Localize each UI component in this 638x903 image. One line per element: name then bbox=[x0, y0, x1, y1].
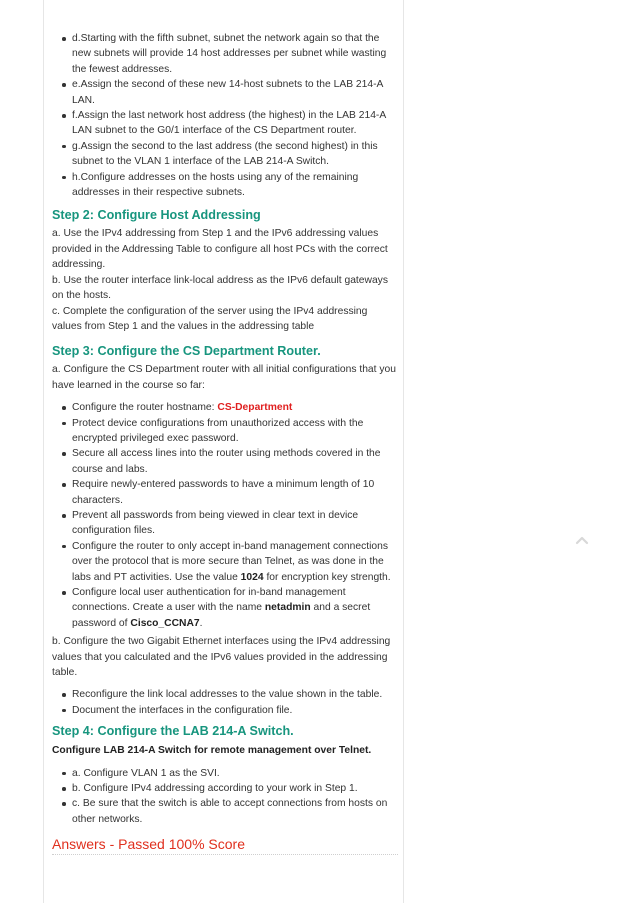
step2-heading: Step 2: Configure Host Addressing bbox=[52, 208, 261, 223]
list-item: d.Starting with the fifth subnet, subnet the network again so that the new subnets will provide 14 host addresses per subnet while wasting the fewest addresses. bbox=[72, 31, 398, 77]
item7-prefix: Configure local user authentication for in-band management connections. Create a user with the name bbox=[72, 587, 346, 614]
article-column bbox=[43, 0, 404, 903]
list-item: c. Be sure that the switch is able to accept connections from hosts on other networks. bbox=[72, 796, 398, 827]
list-item: b. Configure IPv4 addressing according to your work in Step 1. bbox=[72, 781, 398, 796]
key-strength-value: 1024 bbox=[240, 571, 264, 583]
item7-end: . bbox=[199, 617, 203, 629]
list-item: h.Configure addresses on the hosts using any of the remaining addresses in their respective subnets. bbox=[72, 170, 398, 201]
list-item: Document the interfaces in the configuration file. bbox=[72, 703, 398, 718]
step1-list bbox=[52, 0, 398, 200]
item6-prefix: Configure the router to only accept in-band management connections over the protocol that is more secure than Telnet, as was done in the labs and PT activities. Use the value bbox=[72, 540, 388, 583]
list-item: Prevent all passwords from being viewed in clear text in device configuration files. bbox=[72, 508, 398, 539]
item6-suffix: for encryption key strength. bbox=[263, 571, 391, 583]
list-item bbox=[72, 539, 398, 585]
step2-para-a: a. Use the IPv4 addressing from Step 1 and the IPv6 addressing values provided in the Addressing Table to configure all host PCs with the correct addressing. bbox=[52, 228, 388, 271]
chevron-up-icon[interactable] bbox=[575, 535, 589, 545]
list-item: f.Assign the last network host address (the highest) in the LAB 214-A LAN subnet to the G0/1 interface of the CS Department router. bbox=[72, 108, 398, 139]
item7-mid: and a secret password of bbox=[72, 602, 371, 629]
password-value: Cisco_CCNA7 bbox=[130, 617, 200, 629]
step3-heading: Step 3: Configure the CS Department Router. bbox=[52, 344, 321, 359]
list-item: a. Configure VLAN 1 as the SVI. bbox=[72, 766, 398, 781]
step3-para-b: b. Configure the two Gigabit Ethernet interfaces using the IPv4 addressing values that you calculated and the IPv6 values provided in the addressing table. bbox=[52, 636, 391, 679]
article-content bbox=[52, 0, 398, 855]
step2-para-b: b. Use the router interface link-local address as the IPv6 default gateways on the hosts. bbox=[52, 274, 388, 302]
step3-list bbox=[52, 400, 398, 631]
hostname-prefix: Configure the router hostname: bbox=[72, 402, 218, 414]
hostname-value: CS-Department bbox=[217, 402, 293, 414]
answers-heading: Answers - Passed 100% Score bbox=[52, 835, 398, 855]
step2-para-c: c. Complete the configuration of the server using the IPv4 addressing values from Step 1 and the values in the addressing table bbox=[52, 305, 368, 332]
step3-sub-list bbox=[52, 687, 398, 718]
list-item: Secure all access lines into the router using methods covered in the course and labs. bbox=[72, 446, 398, 477]
list-item: Require newly-entered passwords to have a minimum length of 10 characters. bbox=[72, 477, 398, 508]
list-item: e.Assign the second of these new 14-host subnets to the LAB 214-A LAN. bbox=[72, 77, 398, 108]
step4-subheading: Configure LAB 214-A Switch for remote management over Telnet. bbox=[52, 745, 372, 757]
list-item: Reconfigure the link local addresses to the value shown in the table. bbox=[72, 687, 398, 702]
step4-list bbox=[52, 766, 398, 828]
username-value: netadmin bbox=[264, 602, 311, 614]
list-item: g.Assign the second to the last address (the second highest) in this subnet to the VLAN 1 interface of the LAB 214-A Switch. bbox=[72, 139, 398, 170]
list-item: Protect device configurations from unauthorized access with the encrypted privileged exec password. bbox=[72, 416, 398, 447]
step3-intro: a. Configure the CS Department router with all initial configurations that you have learned in the course so far: bbox=[52, 364, 396, 391]
step4-heading: Step 4: Configure the LAB 214-A Switch. bbox=[52, 724, 294, 739]
list-item bbox=[72, 585, 398, 631]
list-item bbox=[72, 400, 398, 415]
